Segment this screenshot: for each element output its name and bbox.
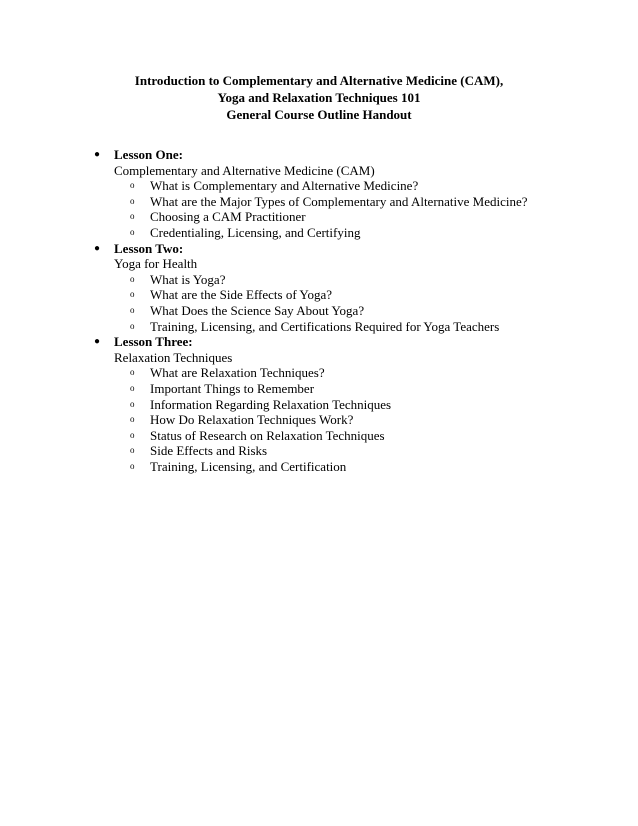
list-item	[114, 287, 614, 303]
topic-text: What are Relaxation Techniques?	[150, 365, 325, 381]
hollow-bullet-icon: o	[130, 382, 135, 393]
filled-bullet-icon: ●	[94, 242, 101, 254]
title-line-3: General Course Outline Handout	[226, 107, 412, 122]
topic-text: Information Regarding Relaxation Techniques	[150, 396, 392, 412]
topic-text: Status of Research on Relaxation Techniques	[150, 427, 385, 443]
hollow-bullet-icon: o	[130, 273, 135, 284]
lesson-one	[94, 147, 614, 241]
list-item	[114, 209, 614, 225]
hollow-bullet-icon: o	[130, 211, 135, 222]
topic-text: What is Complementary and Alternative Medicine?	[150, 178, 419, 194]
list-item	[114, 319, 614, 335]
hollow-bullet-icon: o	[130, 429, 135, 440]
topic-text: Credentialing, Licensing, and Certifying	[150, 224, 361, 240]
hollow-bullet-icon: o	[130, 460, 135, 471]
topic-text: How Do Relaxation Techniques Work?	[150, 412, 354, 428]
title-line-2: Yoga and Relaxation Techniques 101	[217, 90, 421, 105]
lesson-subtitle: Yoga for Health	[114, 256, 198, 272]
document-title	[0, 72, 638, 123]
lesson-heading: Lesson Three:	[114, 334, 193, 350]
topic-list	[114, 178, 614, 240]
hollow-bullet-icon: o	[130, 226, 135, 237]
filled-bullet-icon: ●	[94, 149, 101, 160]
topic-text: Training, Licensing, and Certification	[150, 458, 347, 474]
list-item	[114, 412, 614, 428]
filled-bullet-icon: ●	[94, 336, 101, 348]
list-item	[114, 428, 614, 444]
title-line-1: Introduction to Complementary and Alternative Medicine (CAM),	[134, 73, 504, 88]
list-item	[114, 459, 614, 475]
topic-text: What are the Side Effects of Yoga?	[150, 287, 333, 303]
list-item	[114, 397, 614, 413]
list-item	[114, 225, 614, 241]
lesson-heading: Lesson One:	[114, 147, 183, 162]
topic-text: Side Effects and Risks	[150, 443, 268, 459]
hollow-bullet-icon: o	[130, 180, 135, 191]
list-item	[114, 178, 614, 194]
topic-text: What are the Major Types of Complementary and Alternative Medicine?	[150, 193, 528, 209]
hollow-bullet-icon: o	[130, 445, 135, 456]
list-item	[114, 194, 614, 210]
topic-list	[114, 365, 614, 474]
lesson-subtitle: Complementary and Alternative Medicine (CAM)	[114, 162, 375, 178]
hollow-bullet-icon: o	[130, 195, 135, 206]
topic-text: What is Yoga?	[150, 271, 226, 287]
topic-text: Important Things to Remember	[150, 380, 315, 396]
topic-list	[114, 272, 614, 334]
hollow-bullet-icon: o	[130, 414, 135, 425]
lesson-subtitle: Relaxation Techniques	[114, 349, 233, 365]
list-item	[114, 272, 614, 288]
hollow-bullet-icon: o	[130, 367, 135, 378]
lesson-three	[94, 334, 614, 474]
hollow-bullet-icon: o	[130, 398, 135, 409]
lesson-two	[94, 241, 614, 335]
list-item	[114, 365, 614, 381]
lesson-heading: Lesson Two:	[114, 240, 184, 256]
hollow-bullet-icon: o	[130, 304, 135, 315]
topic-text: Training, Licensing, and Certifications Required for Yoga Teachers	[150, 318, 500, 334]
list-item	[114, 381, 614, 397]
topic-text: What Does the Science Say About Yoga?	[150, 302, 365, 318]
course-outline	[94, 147, 614, 474]
hollow-bullet-icon: o	[130, 289, 135, 300]
topic-text: Choosing a CAM Practitioner	[150, 209, 306, 225]
list-item	[114, 443, 614, 459]
hollow-bullet-icon: o	[130, 320, 135, 331]
list-item	[114, 303, 614, 319]
